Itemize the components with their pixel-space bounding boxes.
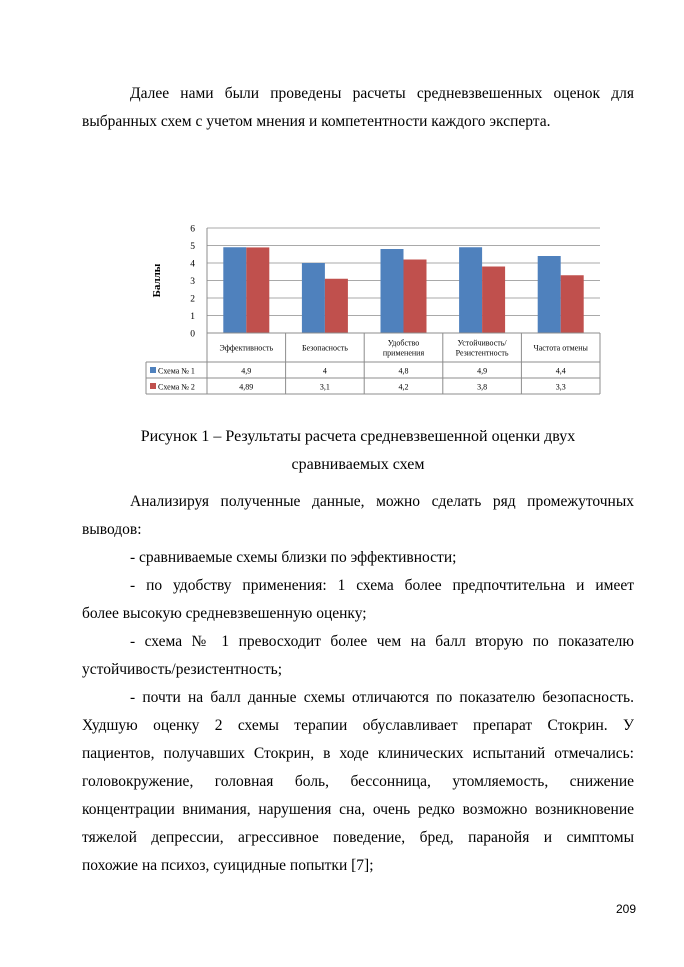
page-number: 209 [615, 902, 636, 916]
bullet-efficacy: - сравниваемые схемы близки по эффективности; [130, 549, 457, 566]
data-label: 4 [322, 366, 327, 376]
data-label: 4,8 [398, 366, 409, 376]
bullet-resistance-line-1: - схема № 1 превосходит более чем на балл вторую по показателю [130, 633, 634, 650]
bullet-safety-line-3: пациентов, получавших Стокрин, в ходе клинических испытаний отмечались: [82, 745, 634, 762]
x-tick-label: применения [382, 348, 425, 358]
intro-line-2: выбранных схем с учетом мнения и компетентности каждого эксперта. [82, 113, 551, 130]
bar-series-1 [459, 247, 482, 333]
bar-series-2 [246, 247, 269, 333]
bullet-safety-line-1: - почти на балл данные схемы отличаются по показателю безопасность. [130, 689, 634, 706]
bar-series-1 [302, 263, 325, 333]
data-label: 4,89 [239, 382, 254, 392]
bar-chart [0, 205, 684, 405]
x-tick-label: Устойчивость/ [457, 338, 507, 348]
intro-line-1: Далее нами были проведены расчеты средневзвешенных оценок для [130, 85, 634, 102]
x-tick-label: Удобство [387, 338, 420, 348]
bullet-usability-line-2: более высокую средневзвешенную оценку; [82, 605, 367, 622]
y-tick-label: 3 [190, 277, 195, 287]
figure-caption-line-2: сравниваемых схем [291, 456, 425, 473]
bullet-resistance-line-2: устойчивость/резистентность; [82, 661, 283, 678]
legend-swatch-series-2 [150, 383, 156, 389]
bullet-usability-line-1: - по удобству применения: 1 схема более предпочтительна и имеет [130, 577, 634, 594]
bar-series-2 [404, 260, 427, 334]
bullet-safety-line-4: головокружение, головная боль, бессонница, утомляемость, снижение [82, 773, 634, 790]
bar-series-2 [325, 279, 348, 333]
data-label: 4,2 [398, 382, 409, 392]
y-tick-label: 2 [190, 294, 195, 305]
bullet-safety-line-6: тяжелой депрессии, агрессивное поведение, бред, паранойя и симптомы [82, 829, 634, 846]
x-tick-label: Безопасность [301, 343, 348, 353]
x-tick-label: Эффективность [219, 343, 274, 353]
bullet-safety-line-5: концентрации внимания, нарушения сна, очень редко возможно возникновение [82, 801, 634, 818]
data-label: 3,1 [319, 382, 330, 392]
data-label: 4,4 [555, 366, 566, 376]
bullet-safety-line-2: Худшую оценку 2 схемы терапии обуславливает препарат Стокрин. У [82, 717, 634, 734]
data-label: 3,3 [555, 382, 566, 392]
y-tick-label: 5 [190, 242, 195, 252]
legend-entry-series-1: Схема № 1 [158, 366, 195, 376]
paragraph-analysis-line-1: Анализируя полученные данные, можно сделать ряд промежуточных [130, 493, 634, 510]
bar-series-1 [223, 247, 246, 333]
y-axis-label: Баллы [151, 263, 163, 298]
bar-series-2 [482, 267, 505, 334]
data-label: 3,8 [477, 382, 488, 392]
y-tick-label: 0 [190, 329, 195, 340]
bar-series-1 [381, 249, 404, 333]
y-tick-label: 6 [190, 224, 195, 235]
bar-series-2 [561, 275, 584, 333]
y-tick-label: 4 [190, 259, 195, 270]
x-tick-label: Резистентность [455, 348, 509, 358]
data-label: 4,9 [477, 366, 488, 376]
legend-entry-series-2: Схема № 2 [158, 382, 195, 392]
y-tick-label: 1 [190, 312, 195, 322]
figure-caption-line-1: Рисунок 1 – Результаты расчета средневзвешенной оценки двух [140, 428, 576, 445]
paragraph-analysis-line-2: выводов: [82, 521, 142, 538]
x-tick-label: Частота отмены [533, 343, 588, 353]
bar-series-1 [538, 256, 561, 333]
data-label: 4,9 [241, 366, 252, 376]
bullet-safety-line-7: похожие на психоз, суицидные попытки [7]; [82, 857, 374, 874]
legend-swatch-series-1 [150, 367, 156, 373]
